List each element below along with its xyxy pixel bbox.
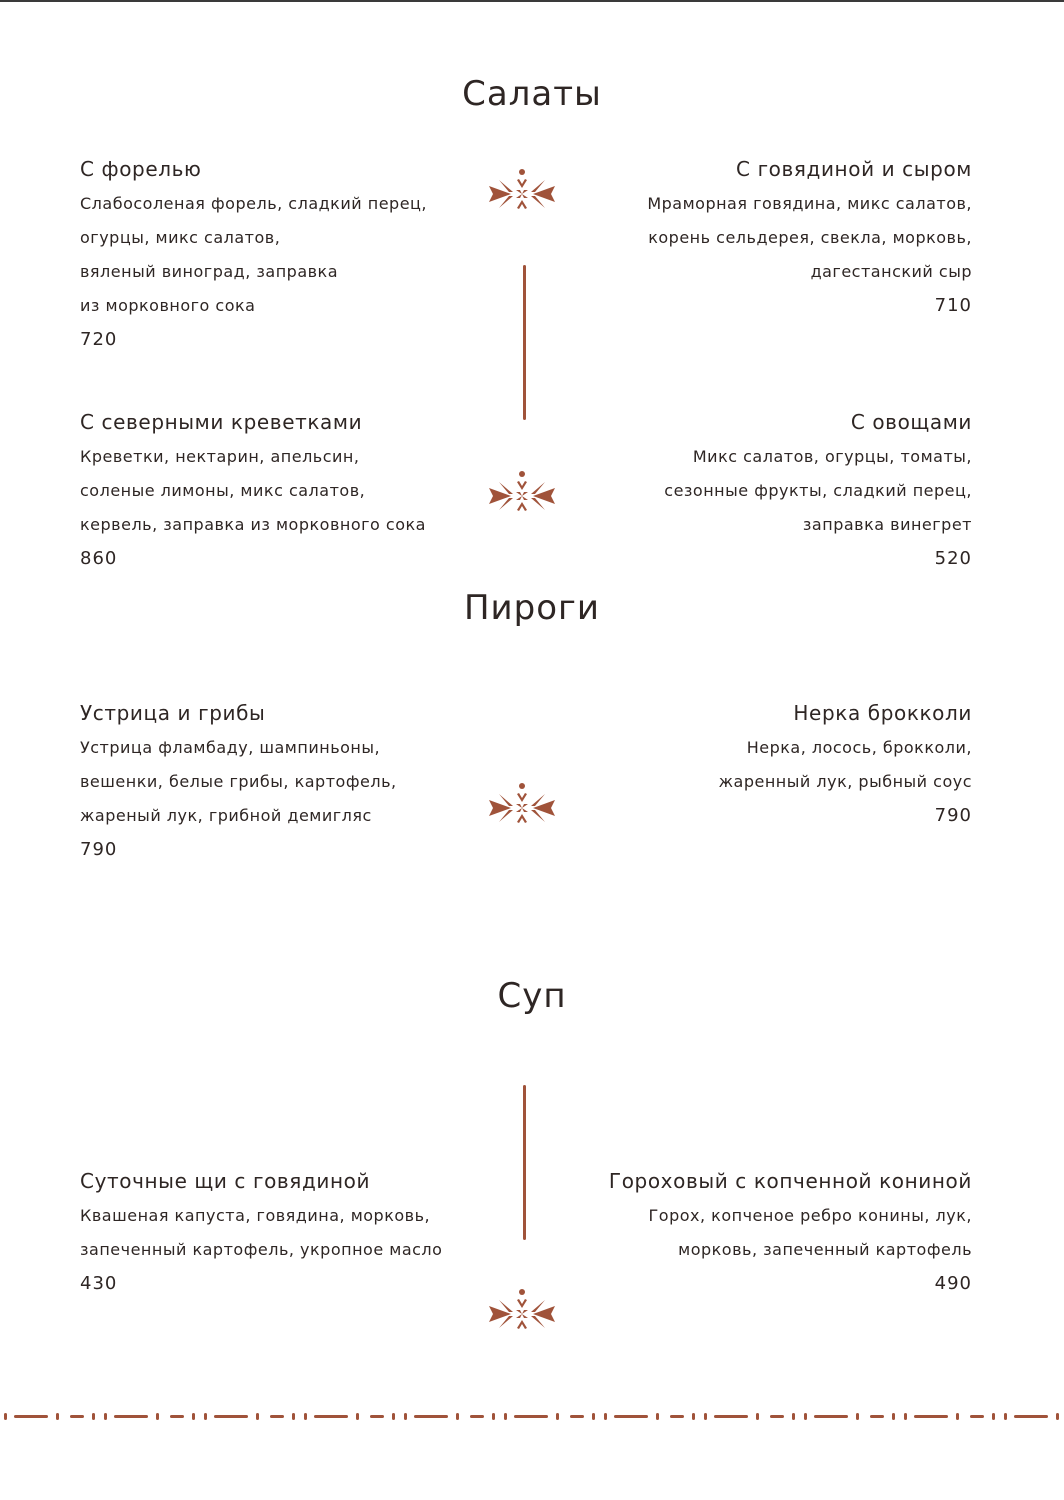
border-segment xyxy=(304,1413,307,1420)
border-segment xyxy=(170,1415,184,1418)
item-description xyxy=(572,731,972,799)
item-price: 720 xyxy=(80,329,118,350)
border-segment xyxy=(604,1413,607,1420)
border-segment xyxy=(656,1413,659,1420)
border-segment xyxy=(156,1413,159,1420)
menu-item-oyster-mushroom-pie xyxy=(80,699,480,867)
border-segment xyxy=(470,1415,484,1418)
border-segment xyxy=(514,1415,548,1418)
border-segment xyxy=(92,1413,95,1420)
desc-line: кервель, заправка из морковного сока xyxy=(80,515,426,534)
border-segment xyxy=(1056,1413,1059,1420)
border-segment xyxy=(214,1415,248,1418)
menu-item-trout-salad xyxy=(80,155,480,357)
border-segment xyxy=(592,1413,595,1420)
border-segment xyxy=(70,1415,84,1418)
item-description xyxy=(572,1199,972,1267)
desc-line: Креветки, нектарин, апельсин, xyxy=(80,447,360,466)
desc-line: Микс салатов, огурцы, томаты, xyxy=(692,447,972,466)
item-price: 490 xyxy=(934,1273,972,1294)
desc-line: морковь, запеченный картофель xyxy=(678,1240,972,1259)
border-segment xyxy=(814,1415,848,1418)
border-segment xyxy=(556,1413,559,1420)
desc-line: заправка винегрет xyxy=(802,515,972,534)
item-name: Устрица и грибы xyxy=(80,701,266,725)
border-segment xyxy=(756,1413,759,1420)
border-segment xyxy=(256,1413,259,1420)
menu-item-sour-cabbage-soup xyxy=(80,1167,480,1301)
border-segment xyxy=(192,1413,195,1420)
item-price: 790 xyxy=(934,805,972,826)
item-description xyxy=(80,187,480,323)
item-name: С овощами xyxy=(850,410,972,434)
item-name: С форелью xyxy=(80,157,202,181)
border-segment xyxy=(692,1413,695,1420)
border-segment xyxy=(114,1415,148,1418)
item-description xyxy=(572,187,972,289)
menu-item-shrimp-salad xyxy=(80,408,480,576)
item-name: Нерка брокколи xyxy=(793,701,972,725)
border-segment xyxy=(356,1413,359,1420)
border-segment xyxy=(4,1413,7,1420)
border-segment xyxy=(504,1413,507,1420)
border-segment xyxy=(370,1415,384,1418)
desc-line: Слабосоленая форель, сладкий перец, xyxy=(80,194,428,213)
border-segment xyxy=(392,1413,395,1420)
border-segment xyxy=(904,1413,907,1420)
border-segment xyxy=(292,1413,295,1420)
border-segment xyxy=(870,1415,884,1418)
item-price: 790 xyxy=(80,839,118,860)
desc-line: огурцы, микс салатов, xyxy=(80,228,281,247)
desc-line: Горох, копченое ребро конины, лук, xyxy=(648,1206,972,1225)
desc-line: запеченный картофель, укропное масло xyxy=(80,1240,443,1259)
star-ornament-icon xyxy=(487,468,557,524)
border-segment xyxy=(970,1415,984,1418)
border-segment xyxy=(204,1413,207,1420)
border-segment xyxy=(14,1415,48,1418)
border-segment xyxy=(670,1415,684,1418)
item-name: Суточные щи с говядиной xyxy=(80,1169,371,1193)
desc-line: Нерка, лосось, брокколи, xyxy=(746,738,972,757)
desc-line: сезонные фрукты, сладкий перец, xyxy=(664,481,972,500)
star-ornament-icon xyxy=(487,166,557,222)
border-segment xyxy=(456,1413,459,1420)
border-segment xyxy=(492,1413,495,1420)
section-title-pies: Пироги xyxy=(463,588,600,628)
menu-item-sockeye-broccoli-pie xyxy=(572,699,972,833)
border-segment xyxy=(956,1413,959,1420)
vertical-divider-line xyxy=(523,265,526,420)
border-segment xyxy=(914,1415,948,1418)
vertical-divider-line xyxy=(523,1085,526,1240)
desc-line: Устрица фламбаду, шампиньоны, xyxy=(80,738,381,757)
desc-line: вешенки, белые грибы, картофель, xyxy=(80,772,397,791)
dash-dot-border xyxy=(0,1404,1064,1428)
desc-line: дагестанский сыр xyxy=(810,262,972,281)
menu-item-beef-cheese-salad xyxy=(572,155,972,323)
border-segment xyxy=(770,1415,784,1418)
border-segment xyxy=(56,1413,59,1420)
border-segment xyxy=(1004,1413,1007,1420)
item-name: Гороховый с копченной кониной xyxy=(608,1169,972,1193)
desc-line: жареный лук, грибной демигляс xyxy=(80,806,372,825)
border-segment xyxy=(314,1415,348,1418)
border-segment xyxy=(414,1415,448,1418)
item-description xyxy=(80,440,480,542)
section-title-salads: Салаты xyxy=(462,74,602,114)
desc-line: соленые лимоны, микс салатов, xyxy=(80,481,366,500)
border-segment xyxy=(570,1415,584,1418)
border-segment xyxy=(404,1413,407,1420)
desc-line: корень сельдерея, свекла, морковь, xyxy=(648,228,972,247)
item-price: 430 xyxy=(80,1273,118,1294)
item-price: 860 xyxy=(80,548,118,569)
star-ornament-icon xyxy=(487,780,557,836)
border-segment xyxy=(714,1415,748,1418)
item-description xyxy=(572,440,972,542)
item-price: 520 xyxy=(934,548,972,569)
desc-line: жаренный лук, рыбный соус xyxy=(718,772,972,791)
border-segment xyxy=(1014,1415,1048,1418)
border-segment xyxy=(270,1415,284,1418)
item-price: 710 xyxy=(934,295,972,316)
desc-line: Мраморная говядина, микс салатов, xyxy=(647,194,972,213)
desc-line: Квашеная капуста, говядина, морковь, xyxy=(80,1206,431,1225)
border-segment xyxy=(992,1413,995,1420)
border-segment xyxy=(614,1415,648,1418)
border-segment xyxy=(104,1413,107,1420)
star-ornament-icon xyxy=(487,1286,557,1342)
item-name: С говядиной и сыром xyxy=(736,157,972,181)
menu-item-vegetable-salad xyxy=(572,408,972,576)
border-segment xyxy=(892,1413,895,1420)
menu-item-pea-soup xyxy=(572,1167,972,1301)
desc-line: из морковного сока xyxy=(80,296,256,315)
desc-line: вяленый виноград, заправка xyxy=(80,262,339,281)
border-segment xyxy=(704,1413,707,1420)
item-description xyxy=(80,731,480,833)
section-title-soup: Суп xyxy=(497,976,567,1016)
item-description xyxy=(80,1199,480,1267)
item-name: С северными креветками xyxy=(80,410,363,434)
border-segment xyxy=(804,1413,807,1420)
border-segment xyxy=(856,1413,859,1420)
top-rule xyxy=(0,0,1064,2)
border-segment xyxy=(792,1413,795,1420)
